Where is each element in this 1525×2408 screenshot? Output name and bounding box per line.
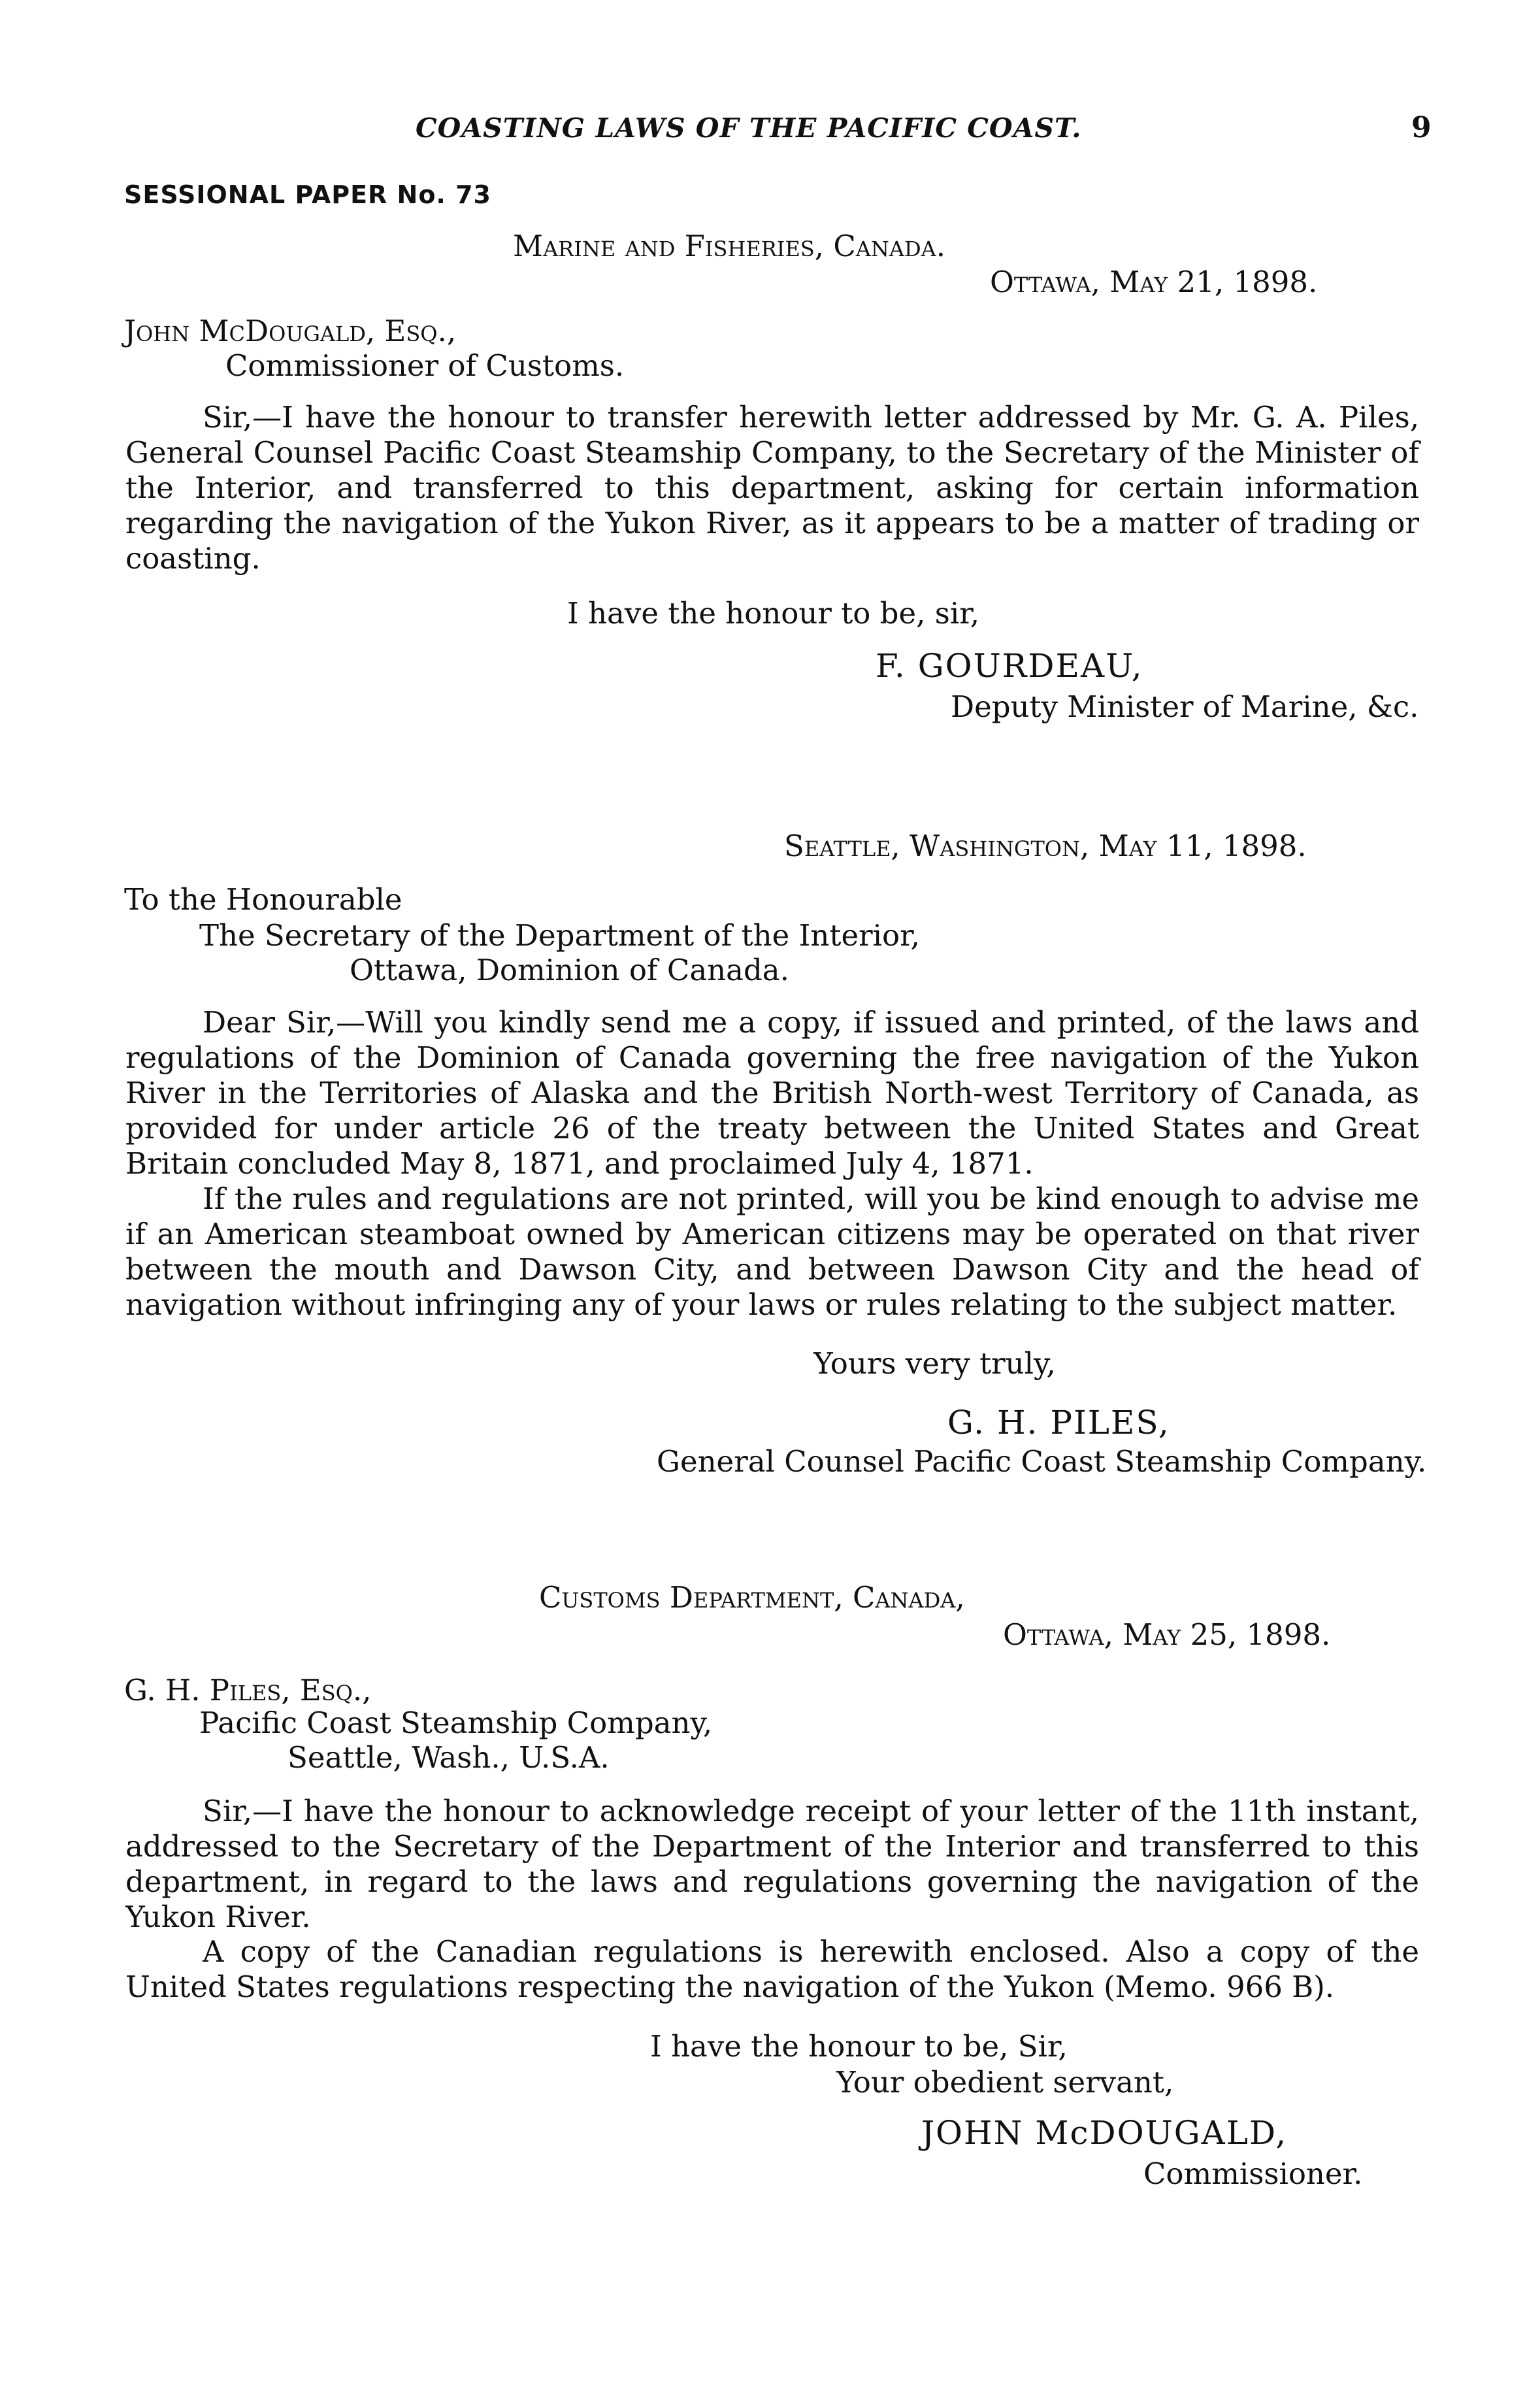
letter2-place-date: Seattle, Washington, May 11, 1898. — [784, 829, 1307, 863]
running-title: COASTING LAWS OF THE PACIFIC COAST. — [416, 112, 1082, 144]
letter1-place-date: Ottawa, May 21, 1898. — [990, 265, 1318, 299]
letter3-paragraph-1: Sir,—I have the honour to acknowledge receipt of your letter of the 11th instant, addressed to the Secretary of the Department of the Interior and transferred to this department, in regard to the laws and regulations governing the navigation of the Yukon River. — [125, 1794, 1419, 1934]
letter3-place-date: Ottawa, May 25, 1898. — [1003, 1617, 1331, 1652]
letter1-signer-title: Deputy Minister of Marine, &c. — [951, 689, 1419, 724]
sessional-paper-label: SESSIONAL PAPER No. 73 — [124, 180, 491, 209]
letter2-addressee-line1: The Secretary of the Department of the Interior, — [199, 918, 920, 953]
letter2-to-line: To the Honourable — [124, 882, 402, 917]
letter1-department: Marine and Fisheries, Canada. — [513, 229, 946, 263]
letter3-addressee-line3: Seattle, Wash., U.S.A. — [287, 1740, 610, 1775]
letter3-signer: JOHN McDOUGALD, — [921, 2114, 1288, 2152]
letter1-addressee-name: John McDougald, Esq., — [124, 314, 457, 348]
letter1-body: Sir,—I have the honour to transfer herewith letter addressed by Mr. G. A. Piles, General Counsel Pacific Coast Steamship Company, to the Secretary of the Minister of the Interior, and transferred to this department, asking for certain information regarding the navigation of the Yukon River, as it appears to be a matter of trading or coasting. — [125, 400, 1419, 576]
letter3-paragraph-2: A copy of the Canadian regulations is herewith enclosed. Also a copy of the United States regulations respecting the navigation of the Yukon (Memo. 966 B). — [125, 1934, 1419, 2004]
letter1-closing: I have the honour to be, sir, — [567, 596, 980, 631]
letter2-paragraph-1: Dear Sir,—Will you kindly send me a copy, if issued and printed, of the laws and regulations of the Dominion of Canada governing the free navigation of the Yukon River in the Territories of Alaska and the British North-west Territory of Canada, as provided for under article 26 of the treaty between the United States and Great Britain concluded May 8, 1871, and proclaimed July 4, 1871. — [125, 1005, 1419, 1181]
page-number: 9 — [1411, 111, 1432, 144]
letter3-closing-2: Your obedient servant, — [836, 2065, 1174, 2100]
letter3-signer-title: Commissioner. — [1143, 2156, 1363, 2191]
letter3-department: Customs Department, Canada, — [539, 1580, 965, 1615]
letter2-paragraph-2: If the rules and regulations are not printed, will you be kind enough to advise me if an American steamboat owned by American citizens may be operated on that river between the mouth and Dawson City, and between Dawson City and the head of navigation without infringing any of your laws or rules relating to the subject matter. — [125, 1181, 1419, 1322]
letter2-addressee-line2: Ottawa, Dominion of Canada. — [350, 953, 789, 987]
letter3-closing: I have the honour to be, Sir, — [650, 2029, 1068, 2064]
letter2-signer-title: General Counsel Pacific Coast Steamship Company. — [657, 1444, 1427, 1479]
letter3-addressee-name: G. H. Piles, Esq., — [124, 1673, 372, 1707]
letter2-signer: G. H. PILES, — [947, 1404, 1170, 1442]
letter3-addressee-line2: Pacific Coast Steamship Company, — [199, 1706, 713, 1740]
letter1-addressee-title: Commissioner of Customs. — [225, 348, 625, 383]
letter2-closing: Yours very truly, — [813, 1346, 1056, 1381]
letter1-signer: F. GOURDEAU, — [876, 647, 1143, 685]
